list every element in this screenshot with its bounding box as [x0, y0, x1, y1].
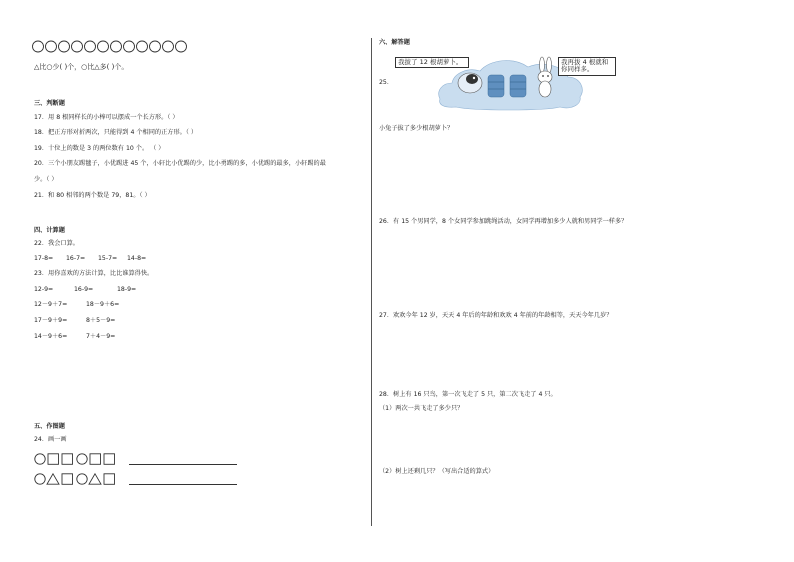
oral-4: 14-8= — [127, 255, 147, 262]
q28-sub1: （1）两次一共飞走了多少只？ — [379, 405, 464, 412]
section5-title: 五、作图题 — [34, 423, 65, 430]
prev-question-line: △比○少( )个，○比△多( )个。 — [34, 63, 129, 71]
oral-3: 15-7= — [98, 255, 118, 262]
q24: 24．画一画 — [34, 436, 67, 443]
calc-2-2: 18－9＋6= — [86, 301, 120, 308]
q28-stem: 28．树上有 16 只鸟，第一次飞走了 5 只，第二次飞走了 4 只。 — [379, 391, 557, 398]
calc-1-3: 18-9= — [117, 286, 137, 293]
column-divider — [371, 38, 372, 526]
shape-pattern-row-2 — [34, 473, 126, 485]
q23: 23．用你喜欢的方法计算，比比谁算得快。 — [34, 270, 154, 277]
calc-1-1: 12-9= — [34, 286, 54, 293]
calc-3-2: 8＋5－9= — [86, 317, 116, 324]
calc-4-1: 14－9＋6= — [34, 333, 68, 340]
section6-title: 六、解答题 — [379, 39, 410, 46]
oral-1: 17-8= — [34, 255, 54, 262]
calc-3-1: 17－9＋9= — [34, 317, 68, 324]
q25-question: 小兔子拔了多少根胡萝卜？ — [379, 125, 454, 132]
q17: 17．用 8 根同样长的小棒可以摆成一个长方形。（ ） — [34, 114, 179, 121]
q22: 22．我会口算。 — [34, 240, 79, 247]
q28-sub2: （2）树上还剩几只？（写出合适的算式） — [379, 468, 495, 475]
q18: 18．把正方形对折两次，只能得到 4 个相同的正方形。（ ） — [34, 129, 198, 136]
speech-bubble-left: 我拔了 12 根胡萝卜。 — [395, 57, 469, 68]
shape-pattern-row-1 — [34, 453, 126, 465]
q27: 27．欢欢今年 12 岁，天天 4 年后的年龄和欢欢 4 年前的年龄相等，天天今年几岁？ — [379, 312, 613, 319]
calc-1-2: 16-9= — [74, 286, 94, 293]
section3-title: 三、判断题 — [34, 100, 65, 107]
circle-row-shapes — [32, 40, 192, 54]
section4-title: 四、计算题 — [34, 227, 65, 234]
speech-bubble-right: 我再拔 4 根就和你同样多。 — [558, 57, 616, 76]
oral-2: 16-7= — [66, 255, 86, 262]
q19: 19．十位上的数是 3 的两位数有 10 个。 （ ） — [34, 145, 165, 152]
q20: 20．三个小朋友踢毽子，小优踢进 45 个，小轩比小优踢的少，比小勇踢的多，小优踢的最多，小轩踢的最 — [34, 160, 326, 167]
answer-line-1[interactable] — [129, 464, 237, 465]
calc-2-1: 12－9＋7= — [34, 301, 68, 308]
calc-4-2: 7＋4－9= — [86, 333, 116, 340]
answer-line-2[interactable] — [129, 484, 237, 485]
q20-cont: 少。（ ） — [34, 176, 58, 183]
q25-number: 25． — [379, 79, 394, 86]
q26: 26．有 15 个男同学，8 个女同学参加跳绳活动，女同学再增加多少人就和男同学一样多？ — [379, 218, 628, 225]
q21: 21．和 80 相邻的两个数是 79，81。（ ） — [34, 192, 151, 199]
